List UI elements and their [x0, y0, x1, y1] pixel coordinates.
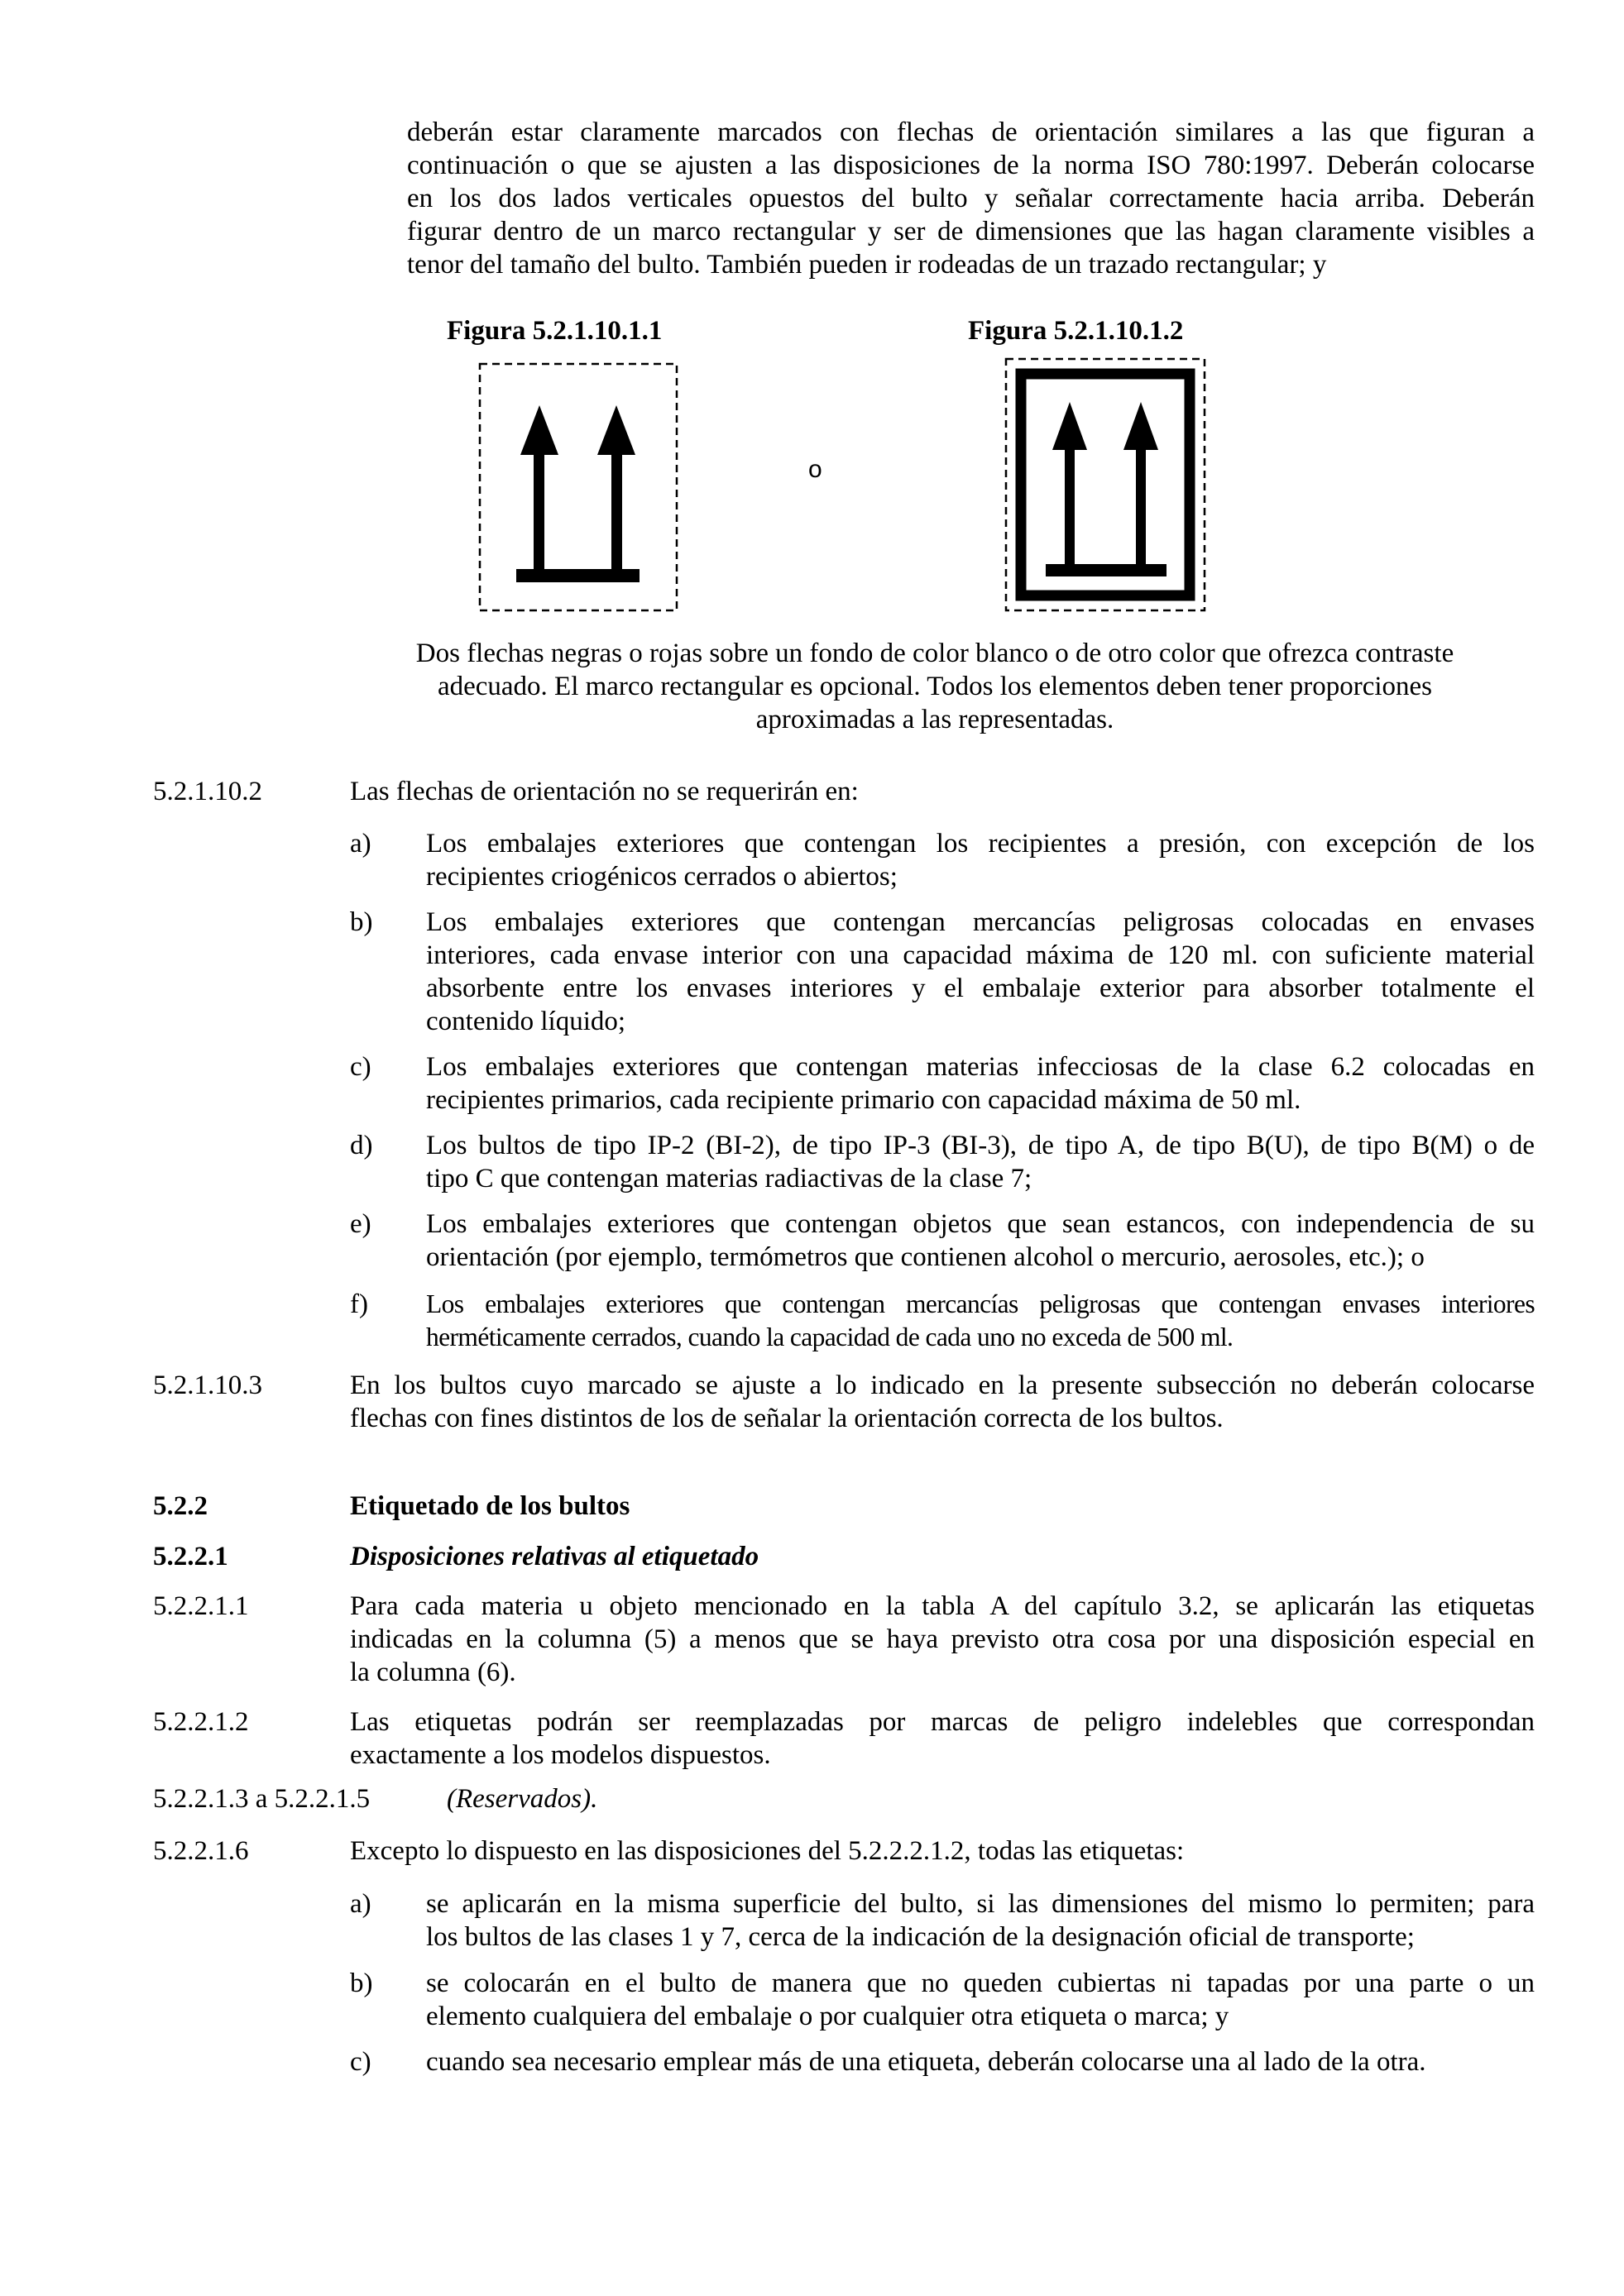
list-item: Los embalajes exteriores que contengan mercancías peligrosas que contengan envases interiores herméticamente cerrados, cuando la capacidad de cada uno no exceda de 500 ml.: [426, 1289, 1535, 1351]
item-letter: c): [350, 2047, 371, 2077]
section-paragraph: Las etiquetas podrán ser reemplazadas por marcas de peligro indelebles que correspondan exactamente a los modelos dispuestos.: [350, 1707, 1535, 1770]
list-item: se colocarán en el bulto de manera que no queden cubiertas ni tapadas por una parte o un elemento cualquiera del embalaje o por cualquier otra etiqueta o marca; y: [426, 1968, 1535, 2031]
section-paragraph: Para cada materia u objeto mencionado en la tabla A del capítulo 3.2, se aplicarán las etiquetas indicadas en la columna (5) a menos que se haya previsto otra cosa por una disposición especial en la columna (6).: [350, 1591, 1535, 1687]
intro-line: continuación o que se ajusten a las disposiciones de la norma ISO 780:1997. Deberán colocarse: [407, 151, 1535, 180]
list-item: cuando sea necesario emplear más de una etiqueta, deberán colocarse una al lado de la otra.: [426, 2047, 1426, 2077]
list-item: se aplicarán en la misma superficie del bulto, si las dimensiones del mismo lo permiten; para los bultos de las clases 1 y 7, cerca de la indicación de la designación oficial de transporte;: [426, 1889, 1535, 1952]
section-number: 5.2.2.1.3 a 5.2.2.1.5: [153, 1784, 371, 1814]
section-number: 5.2.2.1.2: [153, 1707, 249, 1737]
item-letter: a): [350, 1889, 371, 1919]
list-item: Los embalajes exteriores que contengan objetos que sean estancos, con independencia de su orientación (por ejemplo, termómetros que contienen alcohol o mercurio, aerosoles, etc.); o: [426, 1209, 1535, 1272]
subheading-number: 5.2.2.1: [153, 1542, 228, 1571]
section-number: 5.2.1.10.2: [153, 777, 262, 806]
section-number: 5.2.1.10.3: [153, 1370, 262, 1400]
intro-line: deberán estar claramente marcados con flechas de orientación similares a las que figuran a: [407, 117, 1535, 147]
figure-2-framed-orientation-arrows-icon: [1004, 357, 1208, 614]
caption-line: Dos flechas negras o rojas sobre un fondo de color blanco o de otro color que ofrezca contraste: [415, 639, 1454, 668]
caption-line: aproximadas a las representadas.: [755, 705, 1114, 734]
item-letter: c): [350, 1052, 371, 1082]
item-letter: d): [350, 1131, 373, 1160]
heading-title: Etiquetado de los bultos: [350, 1491, 630, 1521]
item-letter: a): [350, 829, 371, 859]
intro-line: tenor del tamaño del bulto. También pueden ir rodeadas de un trazado rectangular; y: [407, 250, 1327, 280]
figure-1-orientation-arrows-icon: [478, 362, 680, 615]
section-text: (Reservados).: [447, 1784, 598, 1814]
section-number: 5.2.2.1.1: [153, 1591, 249, 1621]
list-item: Los embalajes exteriores que contengan materias infecciosas de la clase 6.2 colocadas en recipientes primarios, cada recipiente primario con capacidad máxima de 50 ml.: [426, 1052, 1535, 1115]
figure-caption: [331, 637, 1539, 736]
section-text: Las flechas de orientación no se requerirán en:: [350, 777, 859, 806]
list-item: Los bultos de tipo IP-2 (BI-2), de tipo IP-3 (BI-3), de tipo A, de tipo B(U), de tipo B(M) o de tipo C que contengan materias radiactivas de la clase 7;: [426, 1131, 1535, 1193]
item-letter: f): [350, 1289, 368, 1319]
intro-line: figurar dentro de un marco rectangular y ser de dimensiones que las hagan claramente visibles a: [407, 217, 1535, 246]
figure-separator: o: [808, 456, 822, 483]
section-paragraph: En los bultos cuyo marcado se ajuste a lo indicado en la presente subsección no deberán colocarse flechas con fines distintos de los de señalar la orientación correcta de los bultos.: [350, 1370, 1535, 1433]
subheading-title: Disposiciones relativas al etiquetado: [350, 1542, 759, 1571]
section-text: Excepto lo dispuesto en las disposiciones del 5.2.2.2.1.2, todas las etiquetas:: [350, 1836, 1185, 1866]
list-item: Los embalajes exteriores que contengan mercancías peligrosas colocadas en envases interiores, cada envase interior con una capacidad máxima de 120 ml. con suficiente material absorbente entre los envases interiores y el embalaje exterior para absorber totalmente el contenido líquido;: [426, 907, 1535, 1036]
intro-paragraph: [407, 116, 1535, 281]
section-number: 5.2.2.1.6: [153, 1836, 249, 1866]
item-letter: b): [350, 1968, 373, 1998]
figure-1-title: Figura 5.2.1.10.1.1: [447, 316, 663, 346]
intro-line: en los dos lados verticales opuestos del bulto y señalar correctamente hacia arriba. Deberán: [407, 184, 1535, 213]
item-letter: b): [350, 907, 373, 937]
item-letter: e): [350, 1209, 371, 1239]
figure-2-title: Figura 5.2.1.10.1.2: [968, 316, 1184, 346]
heading-number: 5.2.2: [153, 1491, 208, 1521]
caption-line: adecuado. El marco rectangular es opcional. Todos los elementos deben tener proporciones: [437, 672, 1433, 701]
list-item: Los embalajes exteriores que contengan los recipientes a presión, con excepción de los recipientes criogénicos cerrados o abiertos;: [426, 829, 1535, 892]
